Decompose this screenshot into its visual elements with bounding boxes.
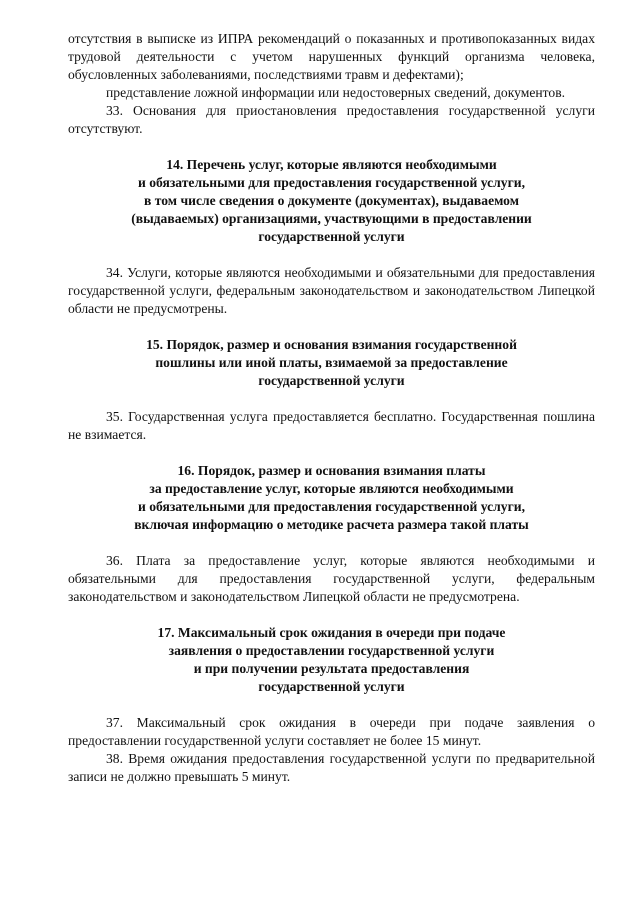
heading-line: и обязательными для предоставления государственной услуги, [138,499,525,514]
paragraph-35: 35. Государственная услуга предоставляется бесплатно. Государственная пошлина не взимается. [68,409,595,442]
paragraph-33: 33. Основания для приостановления предоставления государственной услуги отсутствуют. [68,103,595,136]
heading-line: и при получении результата предоставления [193,661,470,676]
heading-line: и обязательными для предоставления государственной услуги, [138,175,525,190]
section-17-heading [68,624,595,696]
heading-line: в том числе сведения о документе (документах), выдаваемом [144,193,519,208]
paragraph-continuation: отсутствия в выписке из ИПРА рекомендаций о показанных и противопоказанных видах трудовой деятельности с учетом нарушенных функций организма человека, обусловленных заболеваниями, последствиями травм и дефектами); [68,31,595,82]
heading-line: 16. Порядок, размер и основания взимания платы [177,463,486,478]
heading-line: заявления о предоставлении государственной услуги [168,643,495,658]
section-16-heading [68,462,595,534]
heading-line: включая информацию о методике расчета размера такой платы [134,517,529,532]
paragraph-37: 37. Максимальный срок ожидания в очереди при подаче заявления о предоставлении государственной услуги составляет не более 15 минут. [68,715,595,748]
paragraph-36: 36. Плата за предоставление услуг, которые являются необходимыми и обязательными для предоставления государственной услуги, федеральным законодательством и законодательством Липецкой области не предусмотрена. [68,553,595,604]
heading-line: за предоставление услуг, которые являются необходимыми [149,481,514,496]
heading-line: (выдаваемых) организациями, участвующими в предоставлении [131,211,532,226]
heading-line: государственной услуги [258,679,405,694]
section-14-heading [68,156,595,246]
heading-line: 15. Порядок, размер и основания взимания государственной [146,337,517,352]
heading-line: государственной услуги [258,229,405,244]
paragraph-false-info: представление ложной информации или недостоверных сведений, документов. [106,85,566,100]
paragraph-38: 38. Время ожидания предоставления государственной услуги по предварительной записи не должно превышать 5 минут. [68,751,595,784]
heading-line: 17. Максимальный срок ожидания в очереди при подаче [157,625,506,640]
paragraph-34: 34. Услуги, которые являются необходимыми и обязательными для предоставления государственной услуги, федеральным законодательством и законодательством Липецкой области не предусмотрены. [68,265,595,316]
heading-line: 14. Перечень услуг, которые являются необходимыми [166,157,497,172]
section-15-heading [68,336,595,390]
heading-line: пошлины или иной платы, взимаемой за предоставление [155,355,508,370]
heading-line: государственной услуги [258,373,405,388]
